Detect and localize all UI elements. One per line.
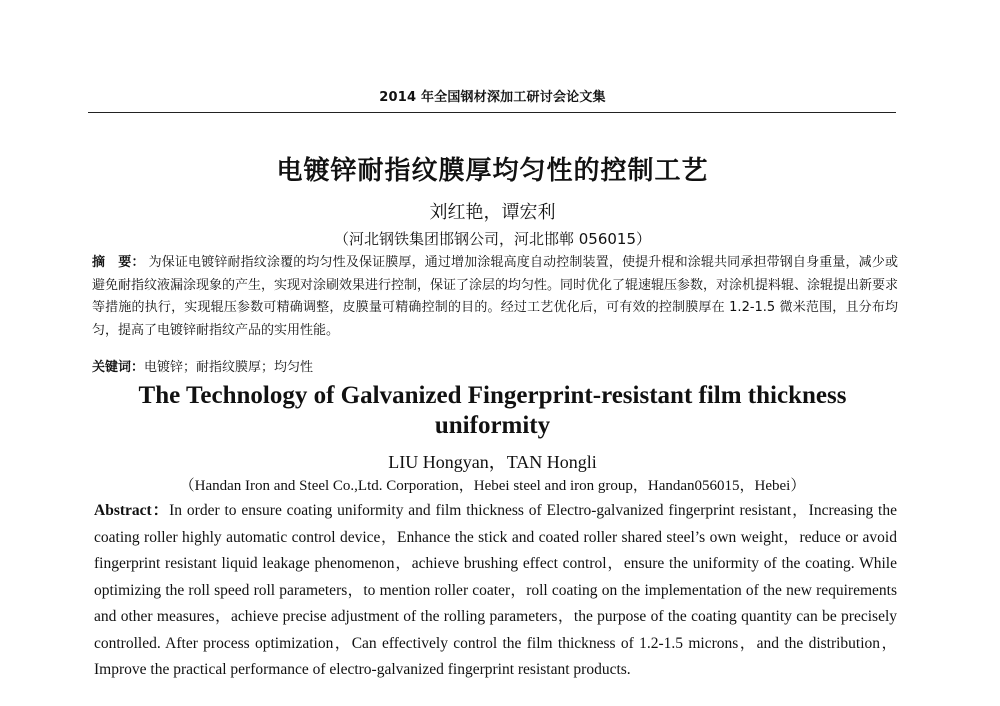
chinese-affiliation: （河北钢铁集团邯钢公司，河北邯郸 056015） xyxy=(333,230,652,248)
english-affiliation: （Handan Iron and Steel Co.,Ltd. Corporation，Hebei steel and iron group，Handan056015，Hebei） xyxy=(179,478,806,494)
english-abstract-label: Abstract： xyxy=(94,502,170,519)
chinese-abstract xyxy=(92,252,898,342)
english-title: The Technology of Galvanized Fingerprint-resistant film thickness uniformity xyxy=(138,382,847,439)
running-head: 2014 年全国钢材深加工研讨会论文集 xyxy=(379,90,606,105)
chinese-authors: 刘红艳，谭宏利 xyxy=(429,202,556,223)
chinese-title: 电镀锌耐指纹膜厚均匀性的控制工艺 xyxy=(276,156,709,186)
chinese-keywords-label: 关键词： xyxy=(92,360,145,375)
chinese-abstract-text: 为保证电镀锌耐指纹涂覆的均匀性及保证膜厚，通过增加涂辊高度自动控制装置，使提升棍和涂辊共同承担带钢自身重量，减少或避免耐指纹液漏涂现象的产生，实现对涂刷效果进行控制，保证了涂层的均匀性。同时优化了辊速辊压参数，对涂机提料辊、涂辊提出新要求等措施的执行，实现辊压参数可精确调整，皮膜量可精确控制的目的。经过工艺优化后，可有效的控制膜厚在 1.2-1.5 微米范围，且分布均匀，提高了电镀锌耐指纹产品的实用性能。 xyxy=(92,255,899,338)
english-abstract xyxy=(94,498,897,684)
header-rule xyxy=(88,112,896,113)
english-authors: LIU Hongyan，TAN Hongli xyxy=(388,452,597,472)
chinese-abstract-label: 摘 要： xyxy=(92,255,145,270)
english-abstract-text: In order to ensure coating uniformity and film thickness of Electro-galvanized fingerprint resistant，Increasing the coating roller highly automatic control device，Enhance the stick and coated roller shared steel’s own weight，reduce or avoid fingerprint resistant liquid leakage phenomenon，achieve brushing effect control，ensure the uniformity of the coating. While optimizing the roll speed roll parameters，to mention roller coater，roll coating on the implementation of the new requirements and other measures，achieve precise adjustment of the rolling parameters，the purpose of the coating quantity can be precisely controlled. After process optimization，Can effectively control the film thickness of 1.2-1.5 microns，and the distribution，Improve the practical performance of electro-galvanized fingerprint resistant products. xyxy=(94,502,897,678)
chinese-keywords-text: 电镀锌；耐指纹膜厚；均匀性 xyxy=(144,360,314,375)
chinese-keywords xyxy=(92,358,898,378)
